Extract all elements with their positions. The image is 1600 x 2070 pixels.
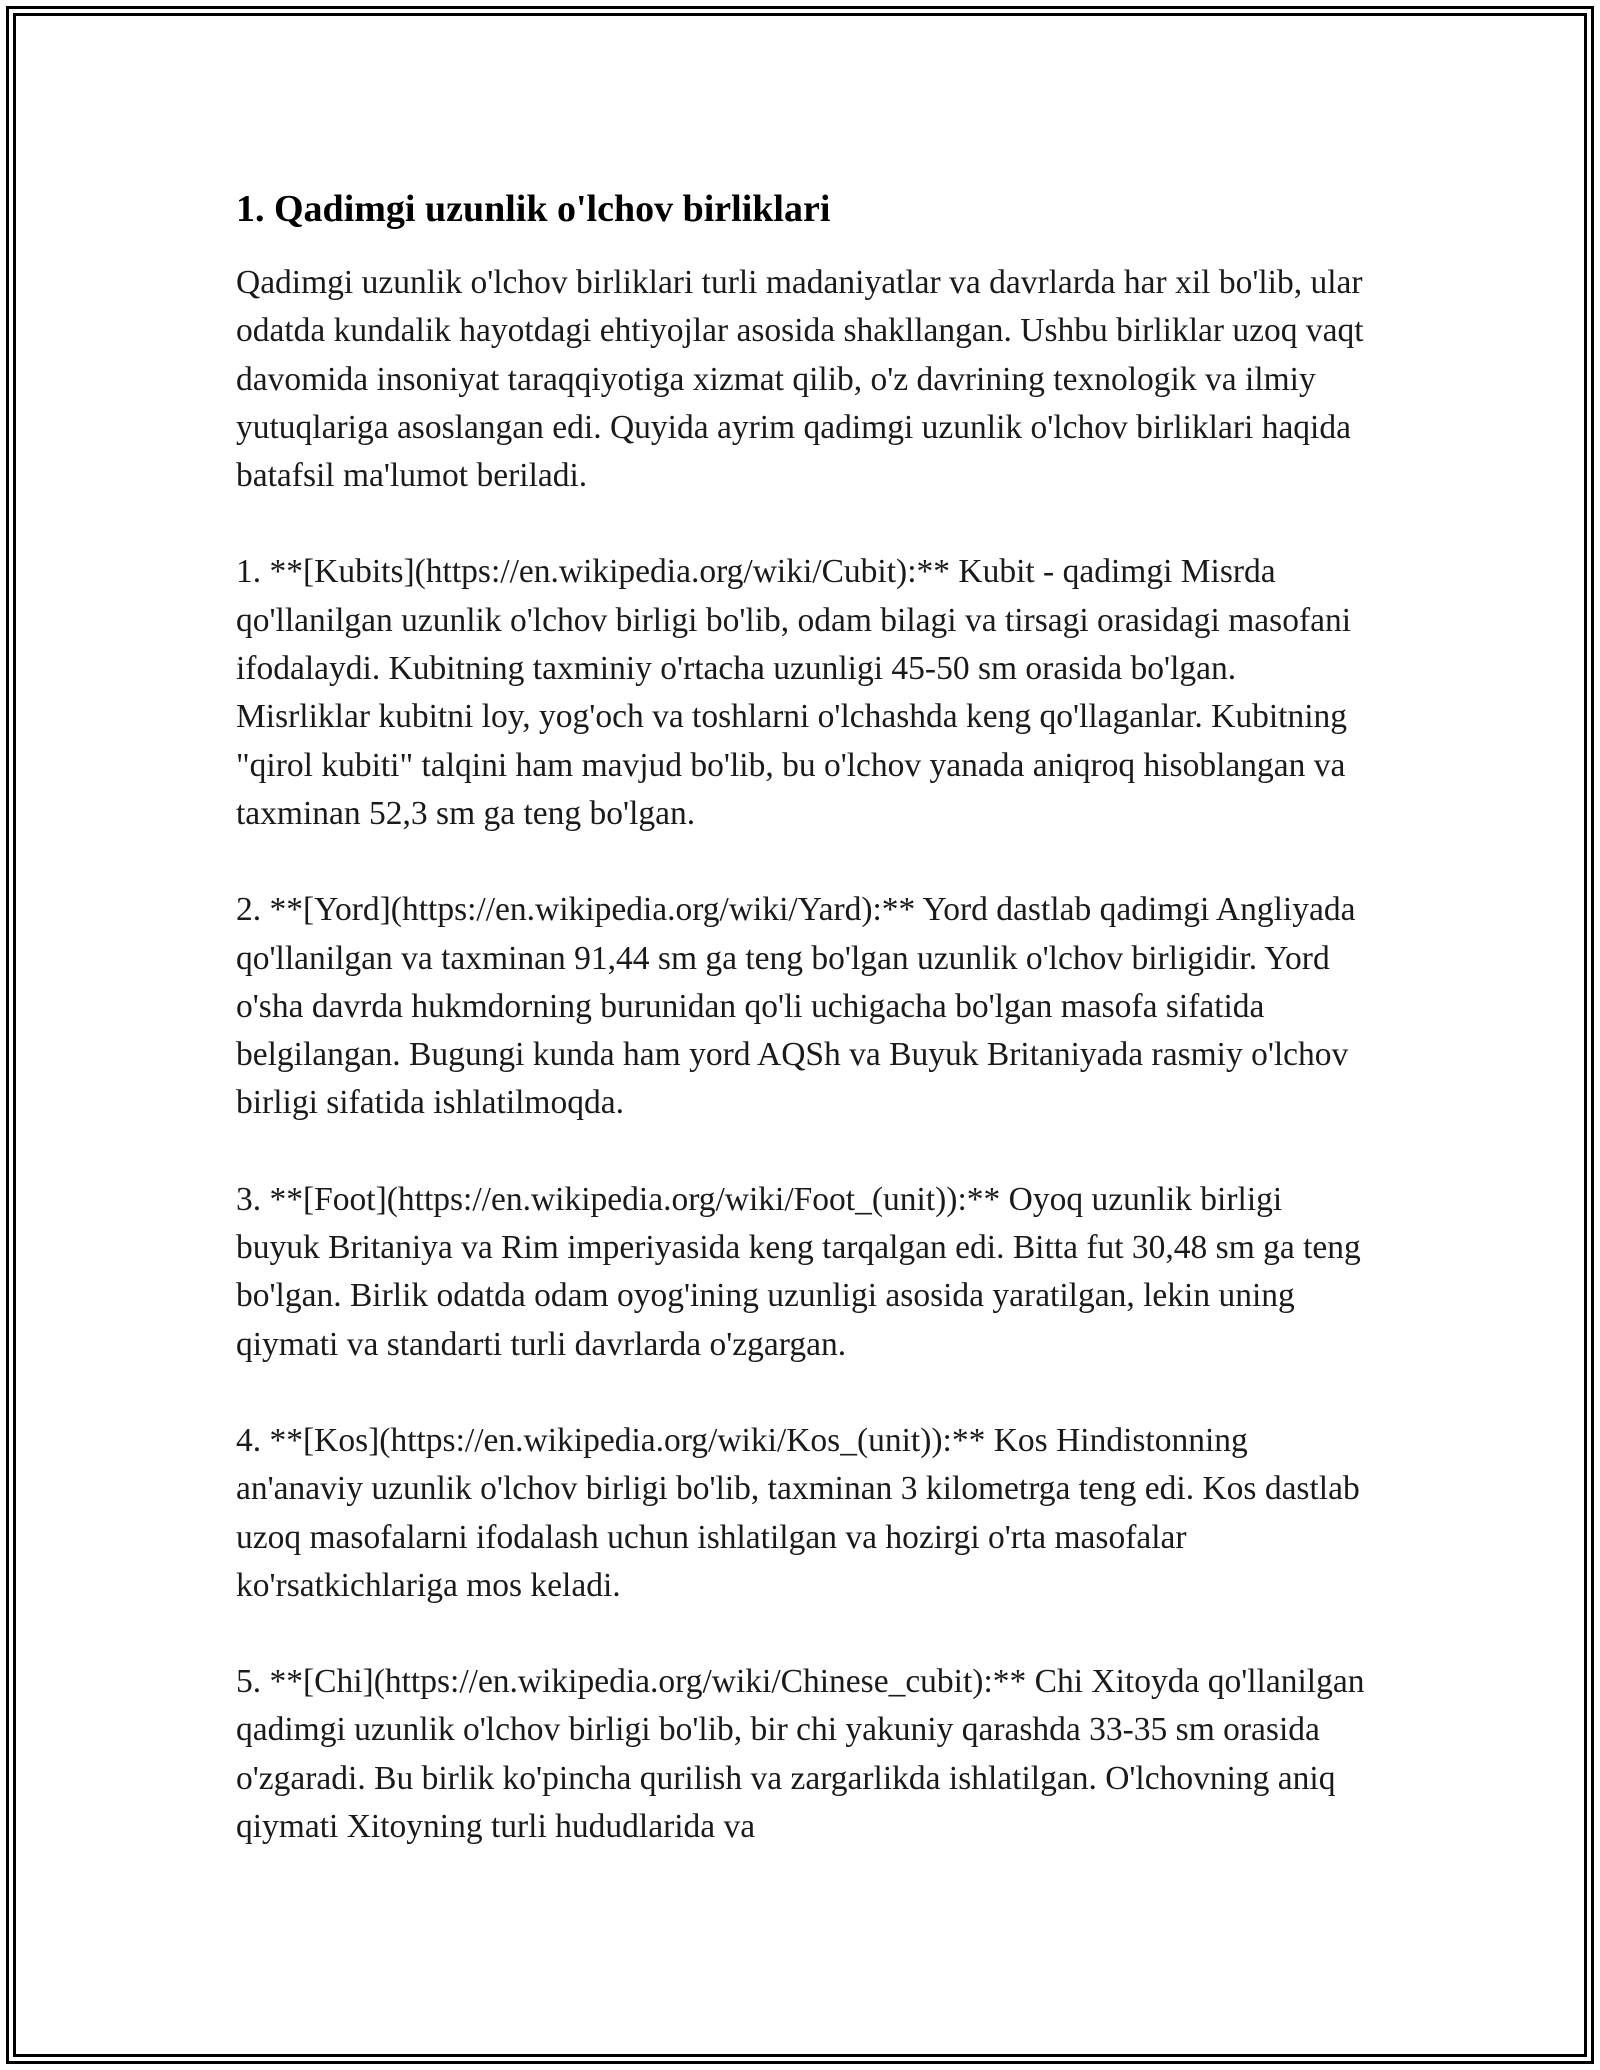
list-item-kubits: 1. **[Kubits](https://en.wikipedia.org/wiki/Cubit):** Kubit - qadimgi Misrda qo'llanilgan uzunlik o'lchov birligi bo'lib, odam bilagi va tirsagi orasidagi masofani ifodalaydi. Kubitning taxminiy o'rtacha uzunligi 45-50 sm orasida bo'lgan. Misrliklar kubitni loy, yog'och va toshlarni o'lchashda keng qo'llaganlar. Kubitning "qirol kubiti" talqini ham mavjud bo'lib, bu o'lchov yanada aniqroq hisoblangan va taxminan 52,3 sm ga teng bo'lgan. [236, 553, 1352, 832]
section-heading: 1. Qadimgi uzunlik o'lchov birliklari [236, 188, 831, 230]
document-body [236, 185, 1366, 1899]
list-item-foot: 3. **[Foot](https://en.wikipedia.org/wiki/Foot_(unit)):** Oyoq uzunlik birligi buyuk Britaniya va Rim imperiyasida keng tarqalgan edi. Bitta fut 30,48 sm ga teng bo'lgan. Birlik odatda odam oyog'ining uzunligi asosida yaratilgan, lekin uning qiymati va standarti turli davrlarda o'zgargan. [236, 1180, 1361, 1363]
intro-paragraph: Qadimgi uzunlik o'lchov birliklari turli madaniyatlar va davrlarda har xil bo'lib, ular odatda kundalik hayotdagi ehtiyojlar asosida shakllangan. Ushbu birliklar uzoq vaqt davomida insoniyat taraqqiyotiga xizmat qilib, o'z davrining texnologik va ilmiy yutuqlariga asoslangan edi. Quyida ayrim qadimgi uzunlik o'lchov birliklari haqida batafsil ma'lumot beriladi. [236, 264, 1364, 495]
list-item-chi: 5. **[Chi](https://en.wikipedia.org/wiki/Chinese_cubit):** Chi Xitoyda qo'llanilgan qadimgi uzunlik o'lchov birligi bo'lib, bir chi yakuniy qarashda 33-35 sm orasida o'zgaradi. Bu birlik ko'pincha qurilish va zargarlikda ishlatilgan. O'lchovning aniq qiymati Xitoyning turli hududlarida va [236, 1663, 1365, 1846]
list-item-kos: 4. **[Kos](https://en.wikipedia.org/wiki/Kos_(unit)):** Kos Hindistonning an'anaviy uzunlik o'lchov birligi bo'lib, taxminan 3 kilometrga teng edi. Kos dastlab uzoq masofalarni ifodalash uchun ishlatilgan va hozirgi o'rta masofalar ko'rsatkichlariga mos keladi. [236, 1421, 1360, 1604]
list-item-yord: 2. **[Yord](https://en.wikipedia.org/wiki/Yard):** Yord dastlab qadimgi Angliyada qo'llanilgan va taxminan 91,44 sm ga teng bo'lgan uzunlik o'lchov birligidir. Yord o'sha davrda hukmdorning burunidan qo'li uchigacha bo'lgan masofa sifatida belgilangan. Bugungi kunda ham yord AQSh va Buyuk Britaniyada rasmiy o'lchov birligi sifatida ishlatilmoqda. [236, 891, 1356, 1122]
